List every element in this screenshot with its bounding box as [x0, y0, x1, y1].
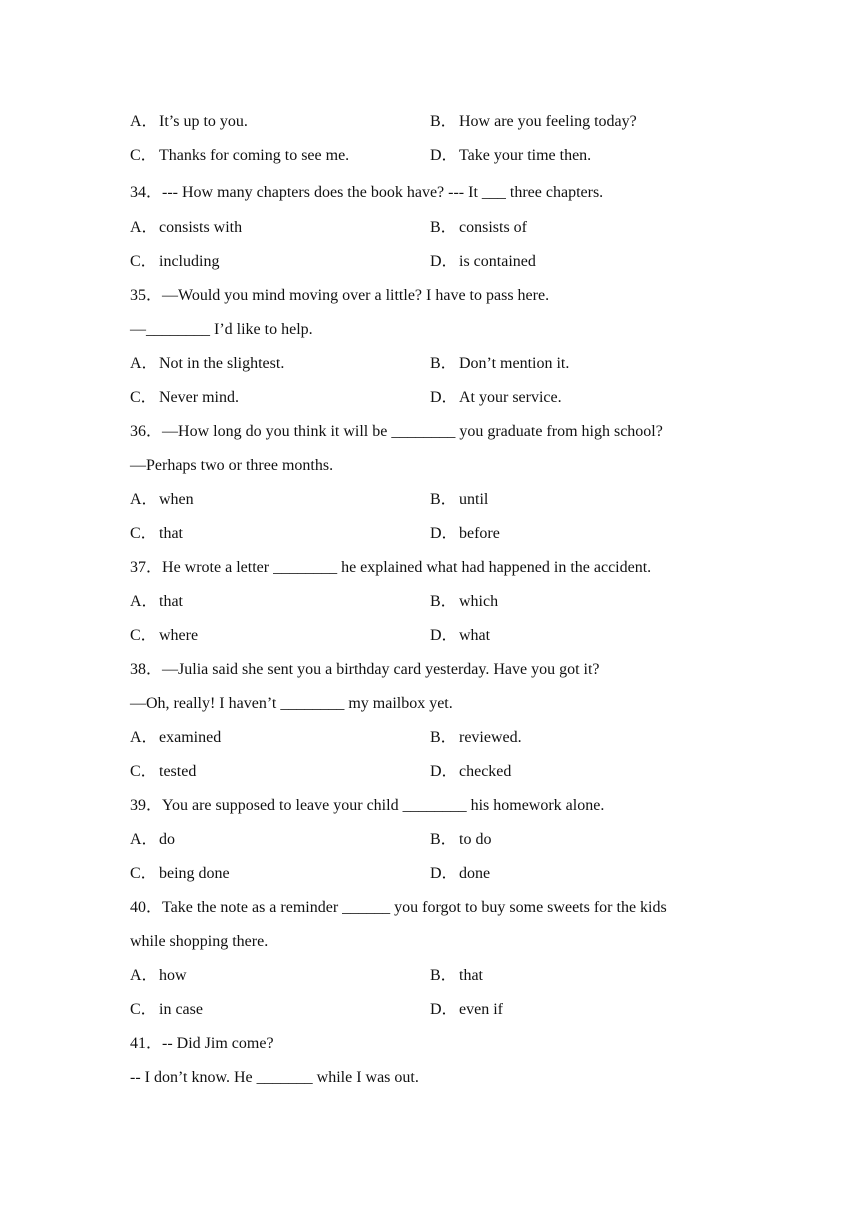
option-text: that	[459, 967, 483, 984]
question-text: while shopping there.	[130, 933, 269, 950]
question-text: —Julia said she sent you a birthday card yesterday. Have you got it?	[162, 661, 600, 678]
option-letter: B．	[430, 355, 457, 372]
option-letter: A．	[130, 831, 158, 848]
question-text: —Perhaps two or three months.	[130, 457, 334, 474]
option-letter: D．	[430, 627, 458, 644]
option-text: Never mind.	[159, 389, 239, 406]
option-text: consists of	[459, 219, 527, 236]
answer-option	[130, 828, 430, 862]
option-letter: D．	[430, 1001, 458, 1018]
option-text: being done	[159, 865, 230, 882]
question-stem	[130, 896, 730, 930]
question-stem-continuation	[130, 1066, 730, 1100]
option-text: It’s up to you.	[159, 113, 248, 130]
option-row	[130, 144, 730, 178]
option-letter: C．	[130, 147, 157, 164]
answer-option	[130, 964, 430, 998]
option-text: which	[459, 593, 499, 610]
answer-option	[430, 352, 569, 386]
option-text: Don’t mention it.	[459, 355, 570, 372]
question-block	[130, 1032, 730, 1100]
option-letter: B．	[430, 967, 457, 984]
option-text: examined	[159, 729, 222, 746]
option-letter: D．	[430, 147, 458, 164]
option-text: how	[159, 967, 187, 984]
option-letter: C．	[130, 865, 157, 882]
option-row	[130, 386, 730, 420]
option-row	[130, 352, 730, 386]
option-letter: A．	[130, 219, 158, 236]
question-number: 39．	[130, 797, 163, 814]
answer-option	[130, 760, 430, 794]
option-letter: D．	[430, 389, 458, 406]
option-row	[130, 522, 730, 556]
question-block	[130, 420, 730, 556]
answer-option	[130, 624, 430, 658]
option-letter: D．	[430, 763, 458, 780]
answer-option	[130, 144, 430, 178]
question-number: 41．	[130, 1035, 163, 1052]
question-number: 35．	[130, 287, 163, 304]
answer-option	[130, 862, 430, 896]
question-text: You are supposed to leave your child ________ his homework alone.	[162, 797, 605, 814]
answer-option	[430, 522, 500, 556]
question-stem	[130, 794, 730, 828]
option-text: to do	[459, 831, 492, 848]
option-letter: B．	[430, 219, 457, 236]
question-block	[130, 556, 730, 658]
question-stem-continuation	[130, 930, 730, 964]
option-letter: C．	[130, 1001, 157, 1018]
answer-option	[130, 726, 430, 760]
answer-option	[130, 590, 430, 624]
option-letter: B．	[430, 831, 457, 848]
option-letter: C．	[130, 627, 157, 644]
answer-option	[430, 250, 536, 284]
option-letter: C．	[130, 525, 157, 542]
option-row	[130, 862, 730, 896]
answer-option	[430, 828, 491, 862]
question-stem	[130, 178, 730, 216]
option-text: before	[459, 525, 500, 542]
option-letter: C．	[130, 763, 157, 780]
option-text: checked	[459, 763, 512, 780]
question-stem	[130, 1032, 730, 1066]
option-text: Take your time then.	[459, 147, 592, 164]
answer-option	[430, 964, 483, 998]
question-number: 36．	[130, 423, 163, 440]
answer-option	[130, 488, 430, 522]
question-block	[130, 658, 730, 794]
question-text: He wrote a letter ________ he explained what had happened in the accident.	[162, 559, 652, 576]
option-text: Not in the slightest.	[159, 355, 285, 372]
answer-option	[130, 522, 430, 556]
option-text: consists with	[159, 219, 243, 236]
option-text: do	[159, 831, 175, 848]
option-letter: A．	[130, 355, 158, 372]
question-number: 38．	[130, 661, 163, 678]
option-row	[130, 760, 730, 794]
option-text: even if	[459, 1001, 503, 1018]
question-number: 37．	[130, 559, 163, 576]
option-text: where	[159, 627, 199, 644]
answer-option	[430, 216, 527, 250]
answer-option	[430, 760, 511, 794]
option-row	[130, 964, 730, 998]
option-letter: B．	[430, 491, 457, 508]
question-text: —________ I’d like to help.	[130, 321, 313, 338]
option-letter: C．	[130, 253, 157, 270]
answer-option	[430, 110, 637, 144]
answer-option	[130, 386, 430, 420]
answer-option	[430, 144, 591, 178]
option-row	[130, 624, 730, 658]
document-page	[130, 110, 730, 1100]
answer-option	[430, 386, 562, 420]
question-text: Take the note as a reminder ______ you forgot to buy some sweets for the kids	[162, 899, 667, 916]
option-row	[130, 216, 730, 250]
option-text: what	[459, 627, 491, 644]
option-letter: A．	[130, 113, 158, 130]
option-letter: A．	[130, 967, 158, 984]
option-row	[130, 998, 730, 1032]
option-letter: A．	[130, 491, 158, 508]
option-letter: A．	[130, 593, 158, 610]
question-block	[130, 284, 730, 420]
option-text: until	[459, 491, 489, 508]
question-text: —Would you mind moving over a little? I have to pass here.	[162, 287, 550, 304]
question-text: -- I don’t know. He _______ while I was out.	[130, 1069, 419, 1086]
option-letter: D．	[430, 525, 458, 542]
question-text: —How long do you think it will be ________ you graduate from high school?	[162, 423, 663, 440]
question-stem	[130, 556, 730, 590]
question-number: 40．	[130, 899, 163, 916]
question-text: —Oh, really! I haven’t ________ my mailbox yet.	[130, 695, 453, 712]
question-text: --- How many chapters does the book have? --- It ___ three chapters.	[162, 184, 604, 201]
answer-option	[130, 110, 430, 144]
option-row	[130, 488, 730, 522]
option-letter: D．	[430, 865, 458, 882]
option-letter: B．	[430, 113, 457, 130]
answer-option	[430, 488, 488, 522]
option-text: reviewed.	[459, 729, 522, 746]
option-text: is contained	[459, 253, 536, 270]
answer-option	[130, 250, 430, 284]
answer-option	[430, 726, 522, 760]
option-text: including	[159, 253, 220, 270]
question-number: 34．	[130, 184, 163, 201]
answer-option	[430, 998, 503, 1032]
question-text: -- Did Jim come?	[162, 1035, 274, 1052]
question-stem-continuation	[130, 454, 730, 488]
answer-option	[130, 216, 430, 250]
question-stem	[130, 284, 730, 318]
option-letter: C．	[130, 389, 157, 406]
option-letter: D．	[430, 253, 458, 270]
question-stem-continuation	[130, 692, 730, 726]
option-text: Thanks for coming to see me.	[159, 147, 350, 164]
answer-option	[130, 352, 430, 386]
option-text: done	[459, 865, 491, 882]
question-stem	[130, 420, 730, 454]
answer-option	[430, 862, 490, 896]
option-text: when	[159, 491, 194, 508]
option-row	[130, 110, 730, 144]
option-letter: A．	[130, 729, 158, 746]
option-text: tested	[159, 763, 197, 780]
option-text: At your service.	[459, 389, 562, 406]
question-block	[130, 794, 730, 896]
question-stem-continuation	[130, 318, 730, 352]
option-text: that	[159, 593, 183, 610]
question-block	[130, 178, 730, 284]
option-row	[130, 250, 730, 284]
answer-option	[130, 998, 430, 1032]
option-letter: B．	[430, 729, 457, 746]
option-text: that	[159, 525, 183, 542]
question-block	[130, 110, 730, 178]
answer-option	[430, 590, 498, 624]
question-block	[130, 896, 730, 1032]
answer-option	[430, 624, 490, 658]
option-row	[130, 828, 730, 862]
option-row	[130, 726, 730, 760]
question-stem	[130, 658, 730, 692]
option-letter: B．	[430, 593, 457, 610]
option-text: in case	[159, 1001, 203, 1018]
option-row	[130, 590, 730, 624]
option-text: How are you feeling today?	[459, 113, 637, 130]
